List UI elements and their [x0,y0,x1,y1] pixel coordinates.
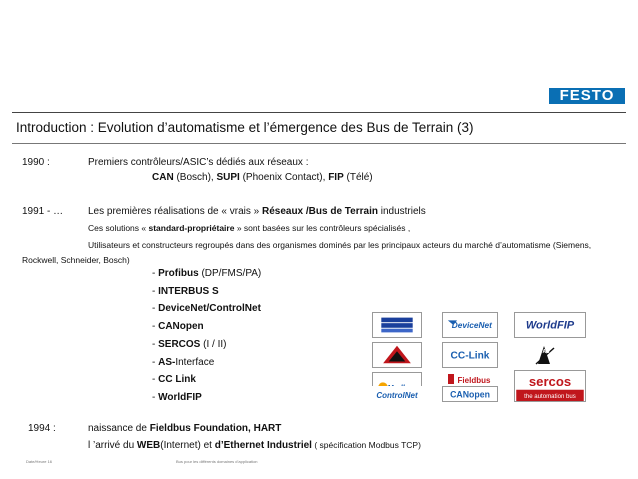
interbus-icon [373,313,421,337]
bus-list-item: - Profibus (DP/FMS/PA) [152,268,262,279]
text-1994-line2: l ’arrivé du WEB(Internet) et d’Ethernet Industriel ( spécification Modbus TCP) [88,440,421,451]
text-1990-line1: Premiers contrôleurs/ASIC’s dédiés aux réseaux : [88,157,309,168]
footer-center: Bus pour les différents domaines d’application [176,459,258,464]
fieldbus-icon [448,374,454,384]
bus-list-item: - WorldFIP [152,391,202,403]
year-1991: 1991 - … [22,206,64,217]
text-1990-segment: CAN [152,172,174,183]
footer-left: Date/Heure 16 [26,459,53,464]
text-1994-line1: naissance de Fieldbus Foundation, HART [88,423,282,434]
bus-list-item: - CC Link [152,374,196,386]
text-1990-segment: SUPI [216,172,240,183]
logo-cclink [442,342,498,368]
as-interface-icon [373,343,421,367]
logo-as [514,342,586,368]
bus-list-item: - SERCOS (I / II) [152,338,227,350]
logo-fieldbus-text: Fieldbus [457,376,491,385]
as-icon [514,342,586,368]
fieldbus-logos [372,312,586,402]
logo-sercos-subtext: the automation bus [524,393,576,401]
year-1990: 1990 : [22,157,50,168]
bus-list-item: - INTERBUS S [152,285,219,297]
text-1990-segment: (Télé) [343,172,373,183]
logo-canopen [442,386,498,402]
logo-devicenet-text: DeviceNet [451,319,492,330]
text-1990-line2 [152,172,373,184]
text-1990-segment: FIP [328,172,344,183]
logo-canopen-text: CANopen [450,389,490,400]
logo-sercos-text: sercos [528,374,572,389]
bus-list-item: - AS-Interface [152,356,215,368]
text-1991-line2: Ces solutions « standard-propriétaire » sont basées sur les contrôleurs spécialisés , [88,223,411,233]
title-rule-top [12,112,626,113]
logo-as-text: AS [542,349,550,355]
text-1991-line3: Utilisateurs et constructeurs regroupés dans des organismes dominés par les principaux acteurs du marché d’automatisme (Siemens, [88,240,592,250]
slide-title: Introduction : Evolution d’automatisme et l’émergence des Bus de Terrain (3) [16,120,474,135]
text-1990-segment: (Bosch), [173,172,217,183]
title-rule-bottom [12,143,626,144]
logo-devicenet [442,312,498,338]
text-1991-line4: Rockwell, Schneider, Bosch) [22,255,130,265]
logo-cclink-text: CC-Link [450,350,490,362]
festo-logo: FESTO [549,88,625,104]
logo-controlnet [372,386,422,402]
year-1994: 1994 : [28,423,56,434]
logo-controlnet-text: ControlNet [376,391,418,400]
logo-as-interface [372,342,422,368]
bus-list-item: - DeviceNet/ControlNet [152,303,261,315]
logo-fieldbus [442,372,498,386]
text-1990-segment: (Phoenix Contact), [239,172,329,183]
logo-sercos [514,370,586,402]
text-1991-line1: Les premières réalisations de « vrais » Réseaux /Bus de Terrain industriels [88,206,426,217]
bus-list-item: - CANopen [152,321,204,333]
logo-interbus [372,312,422,338]
logo-worldfip [514,312,586,338]
logo-worldfip-text: WorldFIP [525,319,575,332]
